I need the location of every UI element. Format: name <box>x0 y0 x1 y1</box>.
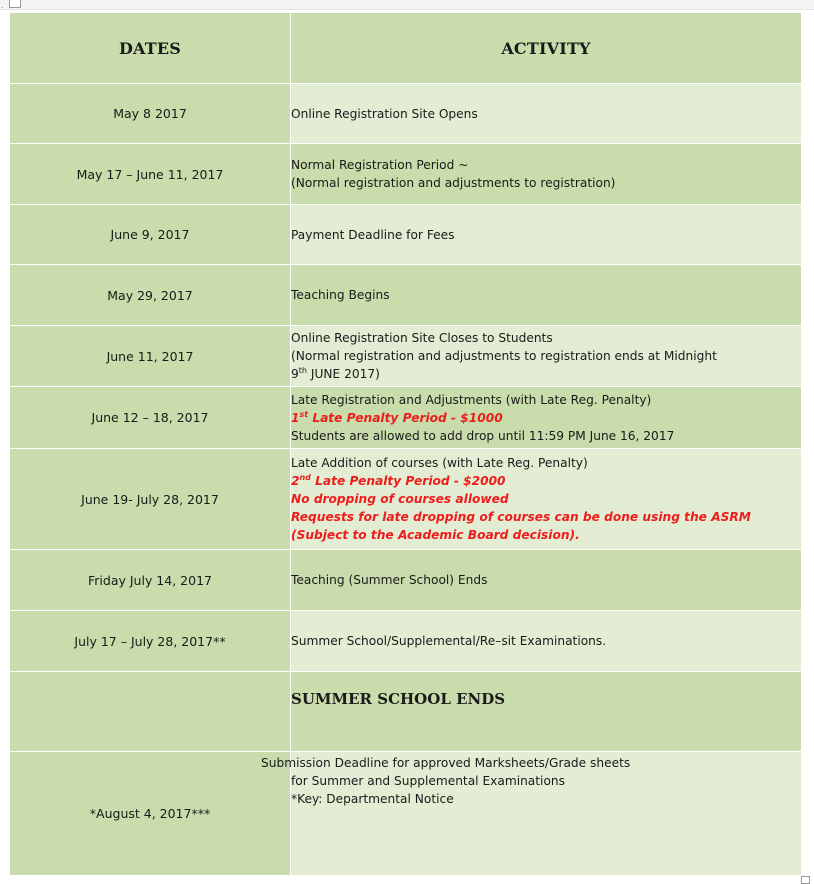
activity-text: Late Addition of courses (with Late Reg. Penalty) <box>291 456 588 470</box>
table-row <box>10 84 802 144</box>
table-row <box>10 672 802 752</box>
table-row <box>10 387 802 449</box>
warning-text: No dropping of courses allowed <box>291 492 509 506</box>
warning-text: Requests for late dropping of courses can be done using the ASRM <box>291 510 751 524</box>
activity-cell <box>291 550 802 611</box>
date-cell: June 9, 2017 <box>10 205 291 265</box>
date-cell: July 17 – July 28, 2017** <box>10 611 291 672</box>
activity-text: Teaching (Summer School) Ends <box>291 573 488 587</box>
document-top-bar <box>0 0 814 10</box>
schedule-table <box>9 12 802 876</box>
summer-school-ends-heading: SUMMER SCHOOL ENDS <box>291 690 506 708</box>
ordinal-suffix: nd <box>299 472 311 482</box>
ordinal-suffix: st <box>299 409 309 419</box>
date-cell: Friday July 14, 2017 <box>10 550 291 611</box>
activity-cell <box>291 84 802 144</box>
activity-cell <box>291 672 802 752</box>
activity-text: Normal Registration Period ~ <box>291 158 469 172</box>
ordinal-number: 1 <box>291 410 300 425</box>
date-cell: May 29, 2017 <box>10 265 291 326</box>
ordinal-suffix: th <box>298 365 307 375</box>
activity-text: Teaching Begins <box>291 288 390 302</box>
activity-text: Late Registration and Adjustments (with Late Reg. Penalty) <box>291 392 652 407</box>
date-cell: June 12 – 18, 2017 <box>10 387 291 449</box>
penalty-amount: Late Penalty Period - $1000 <box>308 410 503 425</box>
activity-cell <box>261 752 802 876</box>
table-row <box>10 611 802 672</box>
table-row <box>10 205 802 265</box>
activity-text: Online Registration Site Closes to Students <box>291 331 553 345</box>
date-cell: *August 4, 2017*** <box>10 752 291 876</box>
table-row <box>10 326 802 387</box>
activity-cell <box>291 205 802 265</box>
date-cell: May 8 2017 <box>10 84 291 144</box>
table-row <box>10 752 802 876</box>
table-resize-handle[interactable] <box>801 876 810 884</box>
activity-text: for Summer and Supplemental Examinations <box>291 774 565 788</box>
activity-text: Online Registration Site Opens <box>291 106 478 121</box>
activity-cell <box>291 449 802 550</box>
date-cell: June 19- July 28, 2017 <box>10 449 291 550</box>
activity-header: ACTIVITY <box>291 13 802 84</box>
header-row <box>10 13 802 84</box>
ordinal-number: 9 <box>291 367 299 381</box>
activity-cell <box>291 326 802 387</box>
activity-cell <box>291 144 802 205</box>
date-cell: May 17 – June 11, 2017 <box>10 144 291 205</box>
ordinal-number: 2 <box>291 474 300 488</box>
activity-text-tail: JUNE 2017) <box>306 367 380 381</box>
activity-text: (Normal registration and adjustments to registration ends at Midnight <box>291 349 717 363</box>
table-row <box>10 449 802 550</box>
table-row <box>10 265 802 326</box>
activity-text: *Key: Departmental Notice <box>291 792 454 806</box>
activity-text: Summer School/Supplemental/Re–sit Examinations. <box>291 634 607 648</box>
table-move-handle[interactable] <box>9 0 21 8</box>
warning-text: (Subject to the Academic Board decision). <box>291 528 580 542</box>
activity-text <box>291 365 801 383</box>
activity-text: Payment Deadline for Fees <box>291 227 455 242</box>
activity-cell <box>291 611 802 672</box>
table-row <box>10 144 802 205</box>
dates-header: DATES <box>10 13 291 84</box>
activity-text: Submission Deadline for approved Marksheets/Grade sheets <box>261 756 631 770</box>
table-row <box>10 550 802 611</box>
activity-cell <box>291 387 802 449</box>
penalty-text <box>291 472 801 490</box>
activity-text: (Normal registration and adjustments to registration) <box>291 176 616 190</box>
paragraph-mark-icon: . <box>1 2 4 10</box>
penalty-text <box>291 409 801 427</box>
date-cell: June 11, 2017 <box>10 326 291 387</box>
penalty-amount: Late Penalty Period - $2000 <box>310 474 506 488</box>
activity-cell <box>291 265 802 326</box>
activity-text: Students are allowed to add drop until 11:59 PM June 16, 2017 <box>291 428 675 443</box>
date-cell <box>10 672 291 752</box>
